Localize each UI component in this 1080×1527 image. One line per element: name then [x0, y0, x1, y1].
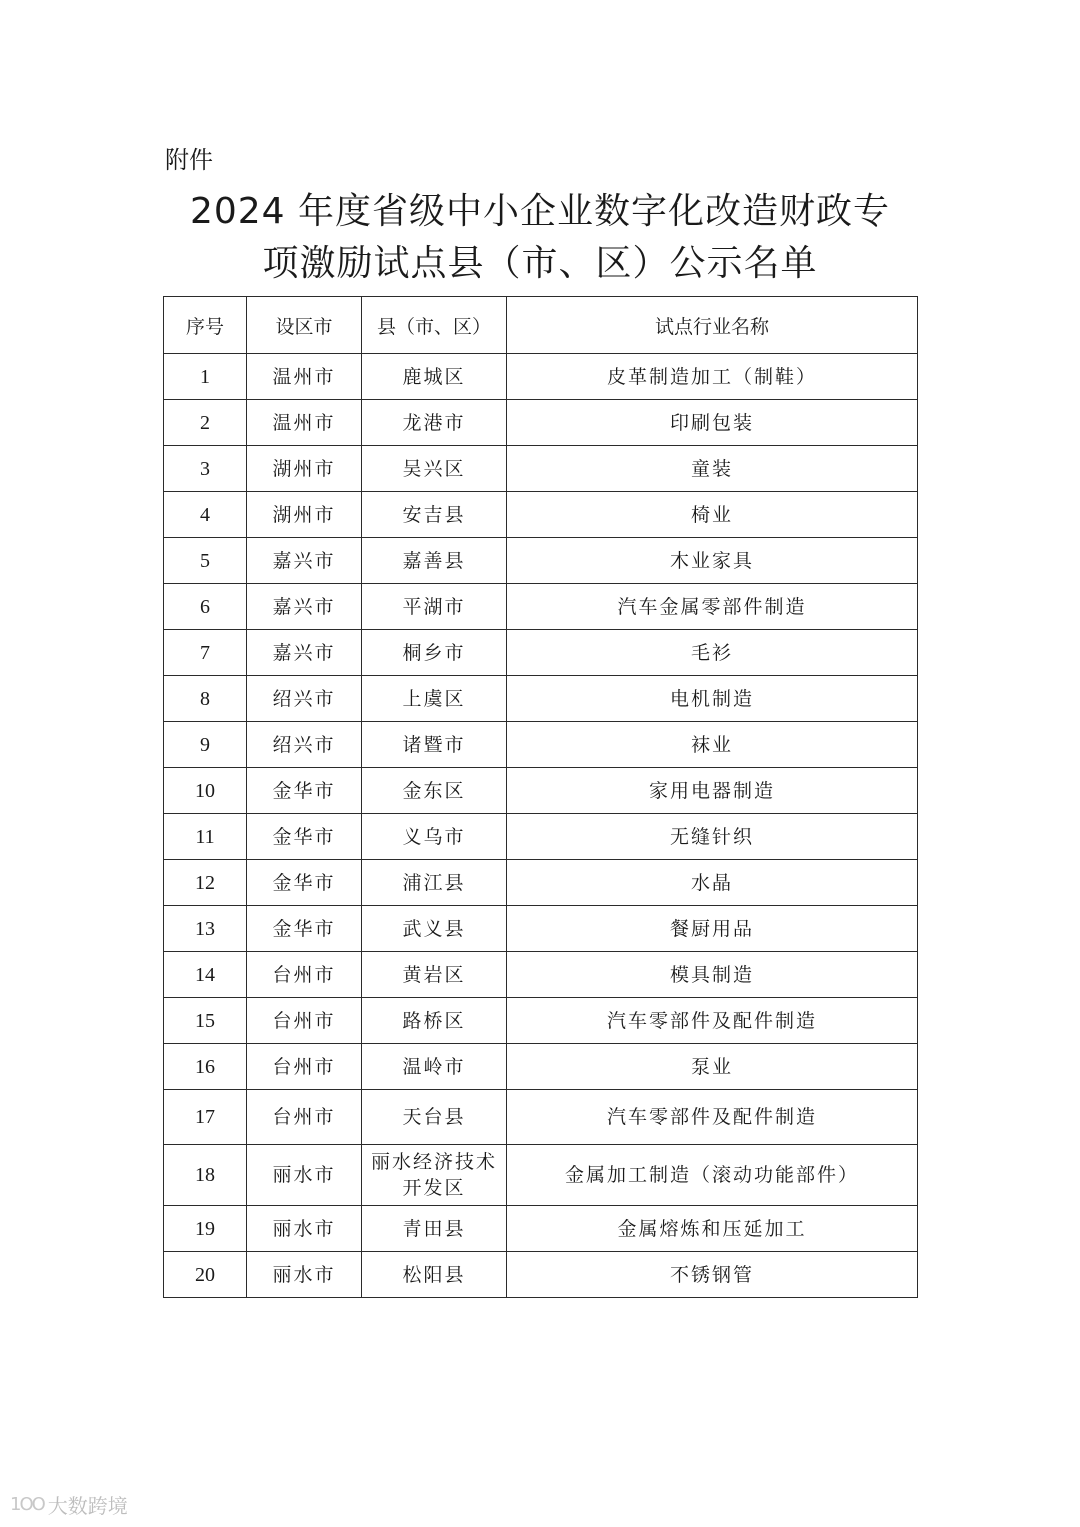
cell-serial-no: 17: [164, 1090, 247, 1145]
cell-industry: 不锈钢管: [507, 1252, 918, 1298]
cell-industry: 印刷包装: [507, 400, 918, 446]
cell-county: 平湖市: [362, 584, 507, 630]
cell-city: 台州市: [247, 952, 362, 998]
table-row: [164, 446, 918, 492]
cell-serial-no: 5: [164, 538, 247, 584]
cell-serial-no: 1: [164, 354, 247, 400]
cell-industry: 模具制造: [507, 952, 918, 998]
cell-county: 黄岩区: [362, 952, 507, 998]
table-row: [164, 630, 918, 676]
table-header-row: [164, 297, 918, 354]
cell-industry: 汽车零部件及配件制造: [507, 1090, 918, 1145]
cell-industry: 袜业: [507, 722, 918, 768]
cell-city: 台州市: [247, 1090, 362, 1145]
table-row: [164, 998, 918, 1044]
cell-serial-no: 19: [164, 1206, 247, 1252]
cell-serial-no: 20: [164, 1252, 247, 1298]
cell-city: 绍兴市: [247, 722, 362, 768]
cell-county: 上虞区: [362, 676, 507, 722]
table-row: [164, 1206, 918, 1252]
cell-city: 温州市: [247, 354, 362, 400]
table-row: [164, 676, 918, 722]
cell-industry: 餐厨用品: [507, 906, 918, 952]
table-row: [164, 584, 918, 630]
cell-city: 台州市: [247, 1044, 362, 1090]
cell-city: 金华市: [247, 814, 362, 860]
title-line-1: 2024 年度省级中小企业数字化改造财政专: [189, 191, 891, 232]
table-row: [164, 354, 918, 400]
table-row: [164, 400, 918, 446]
document-title: [130, 186, 950, 290]
table-row: [164, 952, 918, 998]
cell-serial-no: 16: [164, 1044, 247, 1090]
cell-county: 丽水经济技术开发区: [362, 1145, 507, 1206]
cell-industry: 椅业: [507, 492, 918, 538]
cell-serial-no: 13: [164, 906, 247, 952]
cell-serial-no: 8: [164, 676, 247, 722]
cell-county: 武义县: [362, 906, 507, 952]
table-row: [164, 768, 918, 814]
cell-serial-no: 11: [164, 814, 247, 860]
cell-serial-no: 10: [164, 768, 247, 814]
table-row: [164, 538, 918, 584]
cell-county: 松阳县: [362, 1252, 507, 1298]
cell-industry: 家用电器制造: [507, 768, 918, 814]
table-row: [164, 1044, 918, 1090]
cell-industry: 泵业: [507, 1044, 918, 1090]
cell-serial-no: 15: [164, 998, 247, 1044]
cell-city: 嘉兴市: [247, 584, 362, 630]
cell-city: 金华市: [247, 906, 362, 952]
watermark-logo-icon: 1OO: [10, 1494, 44, 1515]
cell-industry: 无缝针织: [507, 814, 918, 860]
cell-city: 嘉兴市: [247, 630, 362, 676]
cell-industry: 毛衫: [507, 630, 918, 676]
cell-industry: 金属熔炼和压延加工: [507, 1206, 918, 1252]
watermark: [10, 1490, 128, 1519]
cell-serial-no: 9: [164, 722, 247, 768]
table-row: [164, 814, 918, 860]
cell-city: 金华市: [247, 768, 362, 814]
cell-serial-no: 14: [164, 952, 247, 998]
cell-county: 浦江县: [362, 860, 507, 906]
cell-city: 湖州市: [247, 492, 362, 538]
cell-county: 天台县: [362, 1090, 507, 1145]
cell-serial-no: 18: [164, 1145, 247, 1206]
cell-industry: 水晶: [507, 860, 918, 906]
header-industry: 试点行业名称: [507, 297, 918, 354]
cell-city: 丽水市: [247, 1145, 362, 1206]
cell-city: 嘉兴市: [247, 538, 362, 584]
table-row: [164, 1252, 918, 1298]
cell-city: 丽水市: [247, 1252, 362, 1298]
cell-county: 桐乡市: [362, 630, 507, 676]
cell-industry: 金属加工制造（滚动功能部件）: [507, 1145, 918, 1206]
cell-city: 温州市: [247, 400, 362, 446]
table-row: [164, 906, 918, 952]
cell-industry: 汽车金属零部件制造: [507, 584, 918, 630]
cell-city: 湖州市: [247, 446, 362, 492]
cell-county: 龙港市: [362, 400, 507, 446]
title-line-2: 项激励试点县（市、区）公示名单: [262, 243, 818, 284]
cell-serial-no: 4: [164, 492, 247, 538]
cell-county: 金东区: [362, 768, 507, 814]
header-city: 设区市: [247, 297, 362, 354]
table-row: [164, 492, 918, 538]
table-row: [164, 860, 918, 906]
cell-industry: 木业家具: [507, 538, 918, 584]
watermark-text: 大数跨境: [47, 1494, 128, 1518]
cell-county: 路桥区: [362, 998, 507, 1044]
cell-city: 金华市: [247, 860, 362, 906]
cell-city: 台州市: [247, 998, 362, 1044]
cell-county: 诸暨市: [362, 722, 507, 768]
cell-county: 温岭市: [362, 1044, 507, 1090]
cell-industry: 电机制造: [507, 676, 918, 722]
cell-serial-no: 2: [164, 400, 247, 446]
cell-county: 安吉县: [362, 492, 507, 538]
cell-serial-no: 3: [164, 446, 247, 492]
header-county: 县（市、区）: [362, 297, 507, 354]
cell-county: 嘉善县: [362, 538, 507, 584]
table-row: [164, 1145, 918, 1206]
pilot-list-table: [163, 296, 918, 1298]
table-row: [164, 1090, 918, 1145]
cell-county: 鹿城区: [362, 354, 507, 400]
table-row: [164, 722, 918, 768]
cell-city: 丽水市: [247, 1206, 362, 1252]
cell-serial-no: 7: [164, 630, 247, 676]
cell-serial-no: 12: [164, 860, 247, 906]
cell-county: 青田县: [362, 1206, 507, 1252]
cell-city: 绍兴市: [247, 676, 362, 722]
cell-industry: 汽车零部件及配件制造: [507, 998, 918, 1044]
cell-county: 吴兴区: [362, 446, 507, 492]
attachment-label: 附件: [165, 146, 213, 174]
cell-industry: 皮革制造加工（制鞋）: [507, 354, 918, 400]
header-serial-no: 序号: [164, 297, 247, 354]
cell-industry: 童装: [507, 446, 918, 492]
cell-county: 义乌市: [362, 814, 507, 860]
cell-serial-no: 6: [164, 584, 247, 630]
